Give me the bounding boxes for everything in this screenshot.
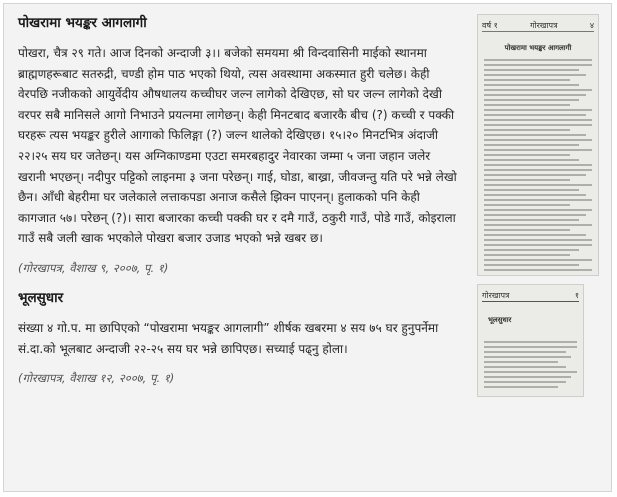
article-body: पोखरा, चैत्र २९ गते। आज दिनको अन्दाजी ३।। बजेको समयमा श्री विन्दवासिनी माईको स्थानमा ब्राह्मणहरूबाट सतरुद्री, चण्डी होम पाठ भएको थियो, त्यस अवस्थामा अकस्मात हुरी चलेछ। केही वेरपछि नजीकको आयुर्वेदीय औषधालय कच्चीघर जल्न लागेको देखिएछ, सो घर जल्न लागेको देखी वरपर सबै मानिसले आगो निभाउने प्रयत्नमा लागेछन्। केही मिनटबाद बजारकै बीच (?) कच्ची र पक्की घरहरू त्यस भयङ्कर हुरीले आगाको फिलिङ्गा (?) जल्न थालेको देखिएछ। १५।२० मिनटभित्र अंदाजी २२।२५ सय घर जतेछन्। यस अग्निकाण्डमा एउटा समरबहादुर नेवारका जम्मा ५ जना जहान जलेर खरानी भएछन्। नदीपुर पट्टिको लाइनमा ३ जना परेछन्। गाई, घोडा, बाख्रा, जीवजन्तु यति परे भन्ने लेखो छैन। आँधी बेहरीमा घर जलेकाले लत्ताकपडा अनाज कसैले झिक्न पाएनन्। हुलाकको पनि केही कागजात ५७। परेछन् (?)। सारा बजारका कच्ची पक्की घर र दमै गाउँ, ठकुरी गाउँ, पोडे गाउँ, कोइराला गाउँ सबै जली खाक भएकोले पोखरा बजार उजाड भएको भन्ने खबर छ। [18,46,457,246]
newspaper-clipping-correction [477,284,584,397]
article-panel [3,3,612,492]
correction-body: संख्या ४ गो.प. मा छापिएको “पोखरामा भयङ्कर आगलागी” शीर्षक खबरमा ४ सय ७५ घर हुनुपर्नेमा सं.दा.को भूलबाट अन्दाजी २२-२५ सय घर भन्ने छापिएछ। सच्याई पढ्नु होला। [18,320,439,356]
article-citation: (गोरखापत्र, वैशाख ९, २००७, पृ. १) [18,260,169,275]
clipping-header [482,19,594,32]
clipping-text-lines [484,341,577,391]
article-headline: पोखरामा भयङ्कर आगलागी [18,15,147,31]
clipping-title: पोखरामा भयङ्कर आगलागी [504,43,572,52]
clipping-text-lines [484,59,592,274]
correction-citation: (गोरखापत्र, वैशाख १२, २००७, पृ. १) [18,371,175,386]
clipping-header-mid: गोरखापत्र [530,20,558,30]
newspaper-clipping-article [477,14,599,276]
clipping-header-right: ४ [589,20,594,30]
article-text-column [18,14,458,399]
clipping-header-right: १ [574,290,579,300]
correction-headline: भूलसुधार [18,289,64,306]
clipping-header-left: गोरखापत्र [482,290,510,300]
clipping-header-left: वर्ष १ [482,20,498,30]
clipping-title: भूलसुधार [488,315,512,324]
clipping-header [482,289,579,302]
